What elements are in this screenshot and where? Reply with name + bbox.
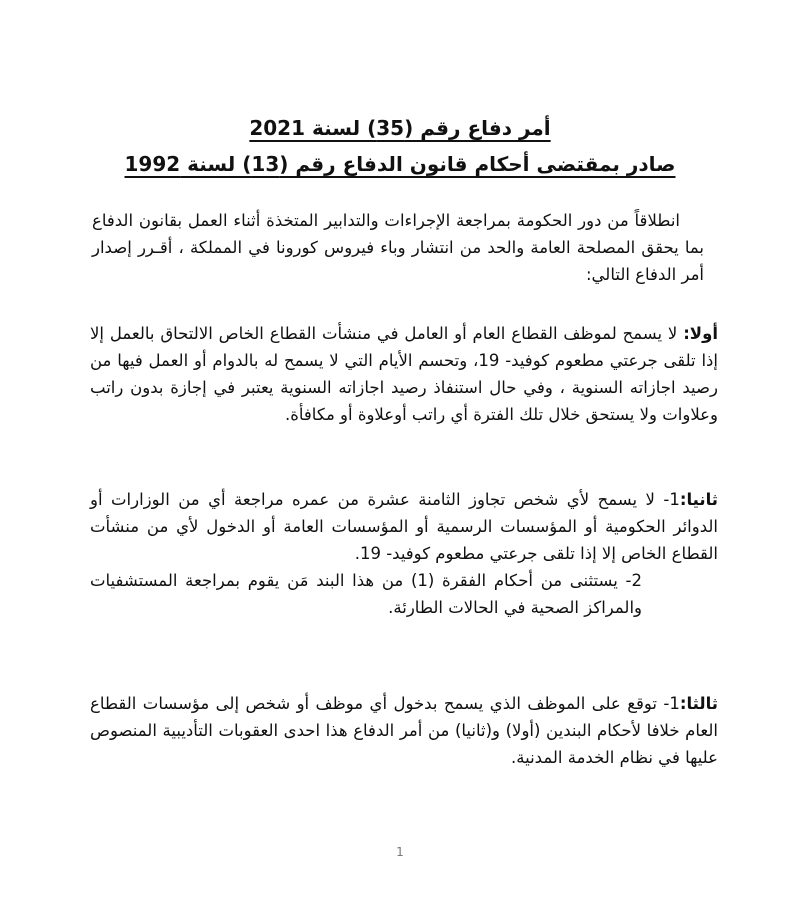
- clause-second-label: ثانيا:: [679, 490, 718, 509]
- clause-third-label: ثالثا:: [679, 694, 718, 713]
- clause-second-item-2-text: يستثنى من أحكام الفقرة (1) من هذا البند مَن يقوم بمراجعة المستشفيات والمراكز الصحية في الحالات الطارئة.: [90, 571, 642, 617]
- clause-second-item-1-text: لا يسمح لأي شخص تجاوز الثامنة عشرة من عمره مراجعة أي من الوزارات أو الدوائر الحكومية أو المؤسسات الرسمية أو المؤسسات العامة أو الدخول لأي من منشأت القطاع الخاص إلا إذا تلقى جرعتي مطعوم كوفيد- 19.: [90, 490, 718, 563]
- clause-second-item-1: [90, 486, 718, 567]
- clause-second-item-1-number: 1-: [663, 490, 680, 509]
- clause-second: [90, 486, 718, 621]
- clause-third-item-1-text: توقع على الموظف الذي يسمح بدخول أي موظف أو شخص إلى مؤسسات القطاع العام خلافا لأحكام البندين (أولا) و(ثانيا) من أمر الدفاع هذا احدى العقوبات التأديبية المنصوص عليها في نظام الخدمة المدنية.: [90, 694, 718, 767]
- document-title: أمر دفاع رقم (35) لسنة 2021: [249, 116, 551, 140]
- intro-text: انطلاقاً من دور الحكومة بمراجعة الإجراءات والتدابير المتخذة أثناء العمل بقانون الدفاع بما يحقق المصلحة العامة والحد من انتشار وباء فيروس كورونا في المملكة ، أقـرر إصدار أمر الدفاع التالي:: [92, 211, 704, 284]
- page-number: 1: [396, 845, 404, 859]
- clause-third-item-1-number: 1-: [663, 694, 680, 713]
- clause-third: [90, 690, 718, 771]
- clause-first: [90, 320, 718, 428]
- clause-second-item-2: [90, 567, 718, 621]
- clause-first-text: لا يسمح لموظف القطاع العام أو العامل في منشأت القطاع الخاص الالتحاق بالعمل إلا إذا تلقى جرعتي مطعوم كوفيد- 19، وتحسم الأيام التي لا يسمح له بالدوام أو العمل فيها من رصيد اجازاته السنوية ، وفي حال استنفاذ رصيد اجازاته السنوية يعتبر في إجازة بدون راتب وعلاوات ولا يستحق خلال تلك الفترة أي راتب أوعلاوة أو مكافأة.: [90, 324, 718, 424]
- clause-first-label: أولا:: [683, 324, 718, 343]
- document-subtitle: صادر بمقتضى أحكام قانون الدفاع رقم (13) لسنة 1992: [124, 152, 676, 176]
- intro-paragraph: [92, 207, 704, 288]
- clause-second-item-2-number: 2-: [625, 571, 642, 590]
